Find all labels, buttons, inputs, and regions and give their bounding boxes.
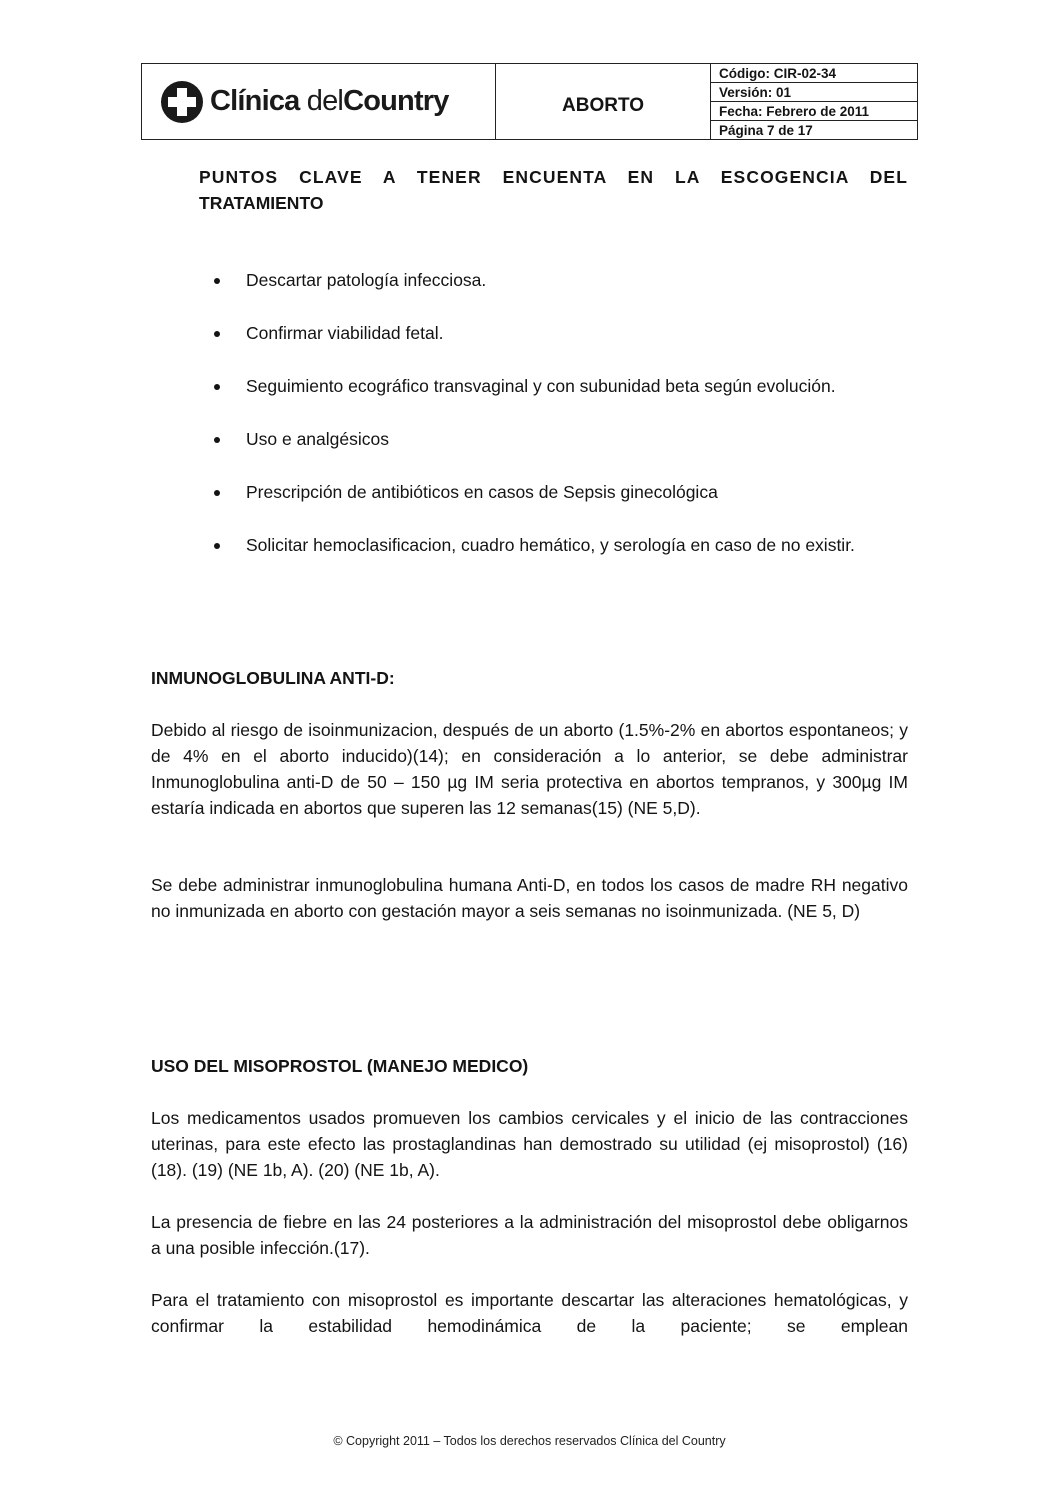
list-item: Solicitar hemoclasificacion, cuadro hemático, y serología en caso de no existir. bbox=[200, 532, 908, 558]
paragraph-misoprostol-2: La presencia de fiebre en las 24 posteriores a la administración del misoprostol debe obligarnos a una posible infección.(17). bbox=[151, 1212, 908, 1258]
logo-wordmark: Clínica delCountry bbox=[210, 85, 449, 117]
paragraph-misoprostol-3: Para el tratamiento con misoprostol es importante descartar las alteraciones hematológicas, y confirmar la estabilidad hemodinámica de la paciente; se emplean bbox=[151, 1290, 908, 1336]
section-heading-puntos-clave-line2: TRATAMIENTO bbox=[199, 193, 324, 213]
section-heading-misoprostol: USO DEL MISOPROSTOL (MANEJO MEDICO) bbox=[151, 1056, 529, 1076]
logo-cell bbox=[142, 64, 496, 139]
key-points-list bbox=[200, 267, 908, 558]
section-heading-inmunoglobulina: INMUNOGLOBULINA ANTI-D: bbox=[151, 668, 395, 688]
paragraph-misoprostol-1: Los medicamentos usados promueven los cambios cervicales y el inicio de las contracciones uterinas, para este efecto las prostaglandinas han demostrado su utilidad (ej misoprostol) (16) (18). (19) (NE 1b, A). (20) (NE 1b, A). bbox=[151, 1108, 908, 1180]
list-item: Seguimiento ecográfico transvaginal y con subunidad beta según evolución. bbox=[200, 373, 908, 399]
footer-copyright: © Copyright 2011 – Todos los derechos reservados Clínica del Country bbox=[333, 1434, 726, 1448]
clinic-cross-logo-icon bbox=[160, 80, 204, 124]
document-header bbox=[141, 63, 918, 140]
document-title: ABORTO bbox=[496, 64, 711, 139]
meta-version: Versión: 01 bbox=[711, 83, 917, 102]
list-item: Confirmar viabilidad fetal. bbox=[200, 320, 908, 346]
list-item: Prescripción de antibióticos en casos de Sepsis ginecológica bbox=[200, 479, 908, 505]
paragraph-inmunoglobulina-1: Debido al riesgo de isoinmunizacion, después de un aborto (1.5%-2% en abortos espontaneos; y de 4% en el aborto inducido)(14); en consideración a lo anterior, se debe administrar Inmunoglobulina anti-D de 50 – 150 µg IM seria protectiva en abortos tempranos, y 300µg IM estaría indicada en abortos que superen las 12 semanas(15) (NE 5,D). bbox=[151, 720, 908, 818]
paragraph-inmunoglobulina-2: Se debe administrar inmunoglobulina humana Anti-D, en todos los casos de madre RH negativo no inmunizada en aborto con gestación mayor a seis semanas no isoinmunizada. (NE 5, D) bbox=[151, 875, 908, 921]
section-heading-puntos-clave: PUNTOS CLAVE A TENER ENCUENTA EN LA ESCOGENCIA DEL bbox=[199, 167, 908, 187]
meta-pagina: Página 7 de 17 bbox=[719, 122, 813, 138]
document-meta bbox=[711, 64, 917, 139]
meta-fecha: Fecha: Febrero de 2011 bbox=[711, 102, 917, 121]
list-item: Uso e analgésicos bbox=[200, 426, 908, 452]
meta-codigo: Código: CIR-02-34 bbox=[711, 64, 917, 83]
list-item: Descartar patología infecciosa. bbox=[200, 267, 908, 293]
